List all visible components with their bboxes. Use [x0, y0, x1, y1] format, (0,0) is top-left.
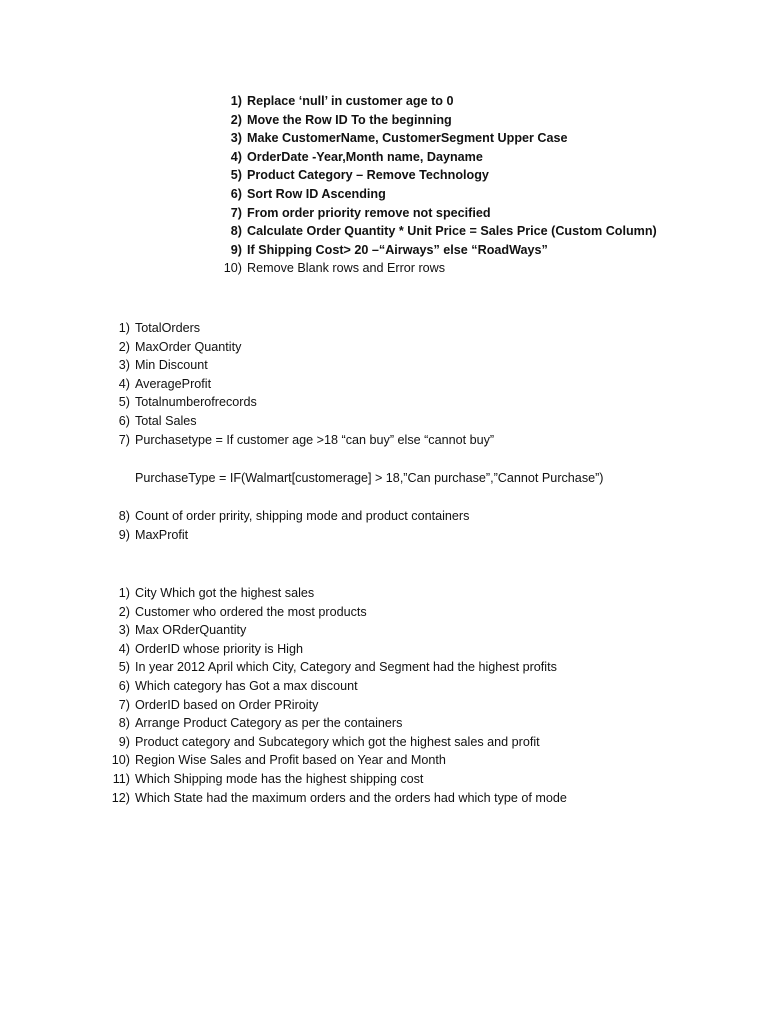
item-text: Product category and Subcategory which got the highest sales and profit [135, 734, 540, 749]
item-number: 9) [118, 527, 130, 542]
item-number: 4) [118, 376, 130, 391]
item-number: 1) [118, 586, 130, 600]
list-item [230, 222, 657, 241]
item-number: 6) [230, 186, 242, 201]
list-item [118, 696, 567, 715]
item-text: City Which got the highest sales [135, 586, 315, 600]
item-text: OrderID whose priority is High [135, 641, 303, 656]
item-text: Calculate Order Quantity * Unit Price = Sales Price (Custom Column) [247, 224, 657, 239]
item-text: Min Discount [135, 358, 208, 373]
item-text: MaxOrder Quantity [135, 339, 242, 354]
item-number: 7) [230, 205, 242, 220]
item-text: Which category has Got a max discount [135, 678, 358, 693]
list-item [118, 375, 494, 394]
list-item [118, 584, 567, 603]
list-item [118, 603, 567, 622]
list-item [118, 393, 494, 412]
item-number: 12) [111, 790, 130, 805]
item-number: 3) [230, 131, 242, 146]
list-item [118, 507, 470, 526]
list-item [230, 111, 657, 130]
item-text: Make CustomerName, CustomerSegment Upper Case [247, 131, 568, 146]
list-item [230, 241, 657, 260]
item-text: Remove Blank rows and Error rows [247, 261, 446, 276]
list-item [118, 677, 567, 696]
item-number: 5) [118, 395, 130, 410]
item-number: 6) [118, 413, 130, 428]
item-number: 4) [118, 641, 130, 656]
item-text: Which State had the maximum orders and the orders had which type of mode [135, 790, 567, 805]
item-number: 10) [223, 261, 242, 276]
item-text: From order priority remove not specified [247, 205, 491, 220]
list-item [230, 148, 657, 167]
item-number: 9) [118, 734, 130, 749]
item-number: 11) [112, 771, 130, 786]
item-number: 2) [230, 112, 242, 127]
item-number: 10) [111, 753, 130, 768]
item-number: 3) [118, 623, 130, 638]
item-text: AverageProfit [135, 376, 212, 391]
item-text: Product Category – Remove Technology [247, 168, 489, 183]
item-number: 7) [118, 432, 130, 447]
list-item [118, 319, 494, 338]
list-item [230, 166, 657, 185]
list-item [118, 640, 567, 659]
item-number: 9) [230, 242, 242, 257]
analysis-questions-list [111, 584, 567, 807]
list-item [118, 431, 495, 450]
list-item [111, 751, 567, 770]
item-number: 4) [230, 149, 242, 164]
purchase-type-formula: PurchaseType = IF(Walmart[customerage] > 18,”Can purchase”,”Cannot Purchase”) [135, 471, 604, 485]
list-item [118, 621, 567, 640]
item-text: If Shipping Cost> 20 –“Airways” else “RoadWays” [247, 242, 548, 257]
item-number: 8) [118, 716, 130, 731]
item-text: Totalnumberofrecords [135, 395, 257, 410]
list-item [118, 412, 494, 431]
item-text: Which Shipping mode has the highest shipping cost [135, 771, 424, 786]
list-item [111, 789, 567, 808]
item-number: 2) [118, 604, 130, 619]
item-text: Purchasetype = If customer age >18 “can buy” else “cannot buy” [135, 432, 495, 447]
list-item [118, 658, 567, 677]
transformation-steps-list [223, 92, 657, 278]
item-text: Region Wise Sales and Profit based on Year and Month [135, 753, 446, 768]
item-text: Total Sales [135, 413, 197, 428]
item-text: OrderID based on Order PRiroity [135, 697, 319, 712]
list-item [230, 185, 657, 204]
item-number: 8) [230, 224, 242, 239]
item-number: 6) [118, 678, 130, 693]
item-text: TotalOrders [135, 321, 201, 335]
list-item [118, 356, 494, 375]
list-item [118, 526, 469, 545]
list-item [112, 770, 567, 789]
item-number: 1) [230, 94, 242, 108]
item-number: 7) [118, 697, 130, 712]
item-text: MaxProfit [135, 527, 189, 542]
item-text: Sort Row ID Ascending [247, 186, 386, 201]
item-text: OrderDate -Year,Month name, Dayname [247, 149, 483, 164]
list-item [230, 129, 657, 148]
measures-list [118, 319, 495, 449]
item-number: 8) [118, 509, 130, 523]
item-number: 1) [118, 321, 130, 335]
item-text: Customer who ordered the most products [135, 604, 367, 619]
item-text: Arrange Product Category as per the containers [135, 716, 403, 731]
list-item [223, 259, 657, 278]
list-item [118, 338, 494, 357]
list-item [230, 204, 657, 223]
list-item [230, 92, 657, 111]
item-text: Move the Row ID To the beginning [247, 112, 452, 127]
item-text: Replace ‘null’ in customer age to 0 [247, 94, 454, 108]
item-number: 3) [118, 358, 130, 373]
item-number: 5) [230, 168, 242, 183]
item-number: 2) [118, 339, 130, 354]
list-item [118, 714, 567, 733]
item-text: Max ORderQuantity [135, 623, 247, 638]
list-item [118, 733, 567, 752]
measures-list-continued [118, 507, 470, 544]
item-text: In year 2012 April which City, Category and Segment had the highest profits [135, 660, 557, 675]
item-number: 5) [118, 660, 130, 675]
item-text: Count of order pririty, shipping mode and product containers [135, 509, 470, 523]
